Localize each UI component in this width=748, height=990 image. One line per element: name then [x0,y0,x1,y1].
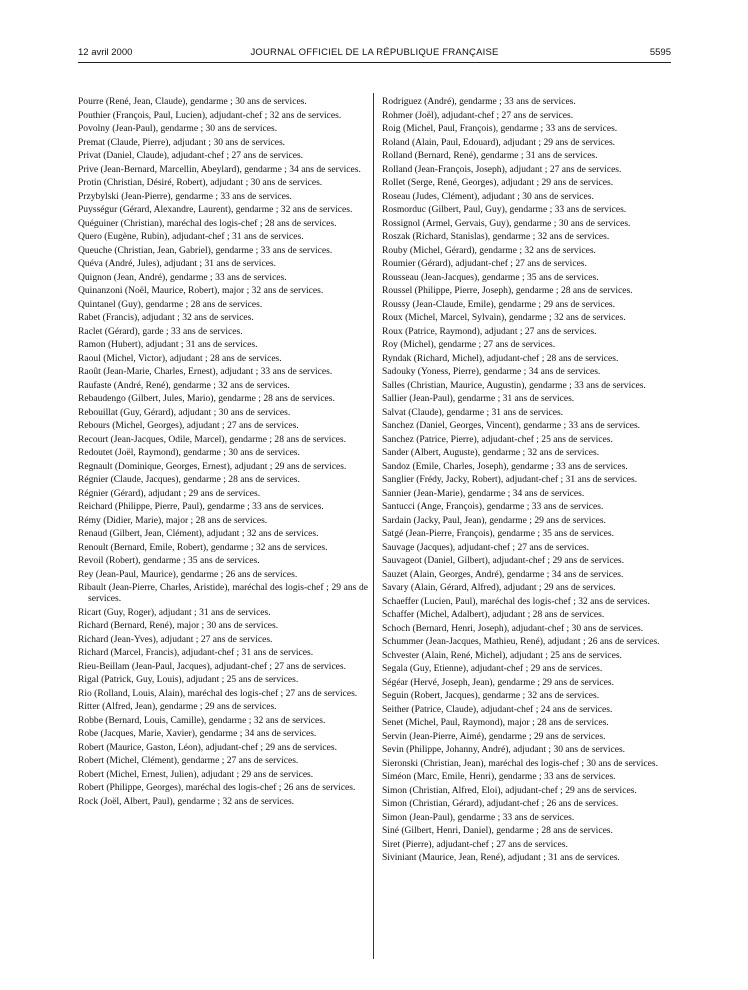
list-item: Ramon (Hubert), adjudant ; 31 ans de services. [78,339,258,350]
list-item: Rosmorduc (Gilbert, Paul, Guy), gendarme ; 33 ans de services. [382,204,627,215]
list-item: Raufaste (André, René), gendarme ; 32 ans de services. [78,379,290,391]
list-item: Robert (Michel, Clément), gendarme ; 27 ans de services. [78,755,299,767]
list-item: Siné (Gilbert, Henri, Daniel), gendarme ; 28 ans de services. [382,825,613,836]
list-item: Siviniant (Maurice, Jean, René), adjudant ; 31 ans de services. [382,852,620,863]
list-item: Sieronski (Christian, Jean), maréchal des logis-chef ; 30 ans de services. [382,757,658,769]
list-item: Schaeffer (Lucien, Paul), maréchal des logis-chef ; 32 ans de services. [382,595,650,607]
list-item: Roy (Michel), gendarme ; 27 ans de services. [382,339,556,350]
list-item: Renoult (Bernard, Emile, Robert), gendarme ; 32 ans de services. [78,541,328,553]
list-item: Ricart (Guy, Roger), adjudant ; 31 ans de services. [78,606,271,618]
list-item: Satgé (Jean-Pierre, François), gendarme ; 35 ans de services. [382,528,614,539]
list-item: Roux (Michel, Marcel, Sylvain), gendarme ; 32 ans de services. [382,312,626,323]
list-item: Régnier (Gérard), adjudant ; 29 ans de services. [78,487,261,499]
header-page-number: 5595 [649,47,671,58]
list-item: Sandoz (Emile, Charles, Joseph), gendarme ; 33 ans de services. [382,460,628,472]
list-item: Raoût (Jean-Marie, Charles, Ernest), adjudant ; 33 ans de services. [78,366,333,377]
list-item: Seguin (Robert, Jacques), gendarme ; 32 ans de services. [382,690,600,701]
list-item: Renaud (Gilbert, Jean, Clément), adjudant ; 32 ans de services. [78,528,319,539]
list-item: Pouthier (François, Paul, Lucien), adjudant-chef ; 32 ans de services. [78,109,342,121]
list-item: Senet (Michel, Paul, Raymond), major ; 28 ans de services. [382,717,609,728]
list-item: Quintanel (Guy), gendarme ; 28 ans de services. [78,298,263,310]
list-item: Rebaudengo (Gilbert, Jules, Mario), gendarme ; 28 ans de services. [78,393,335,404]
list-item: Raoul (Michel, Victor), adjudant ; 28 ans de services. [78,352,282,364]
column-divider [373,93,374,959]
list-item: Quinanzoni (Noël, Maurice, Robert), major ; 32 ans de services. [78,285,324,296]
list-item: Sanchez (Daniel, Georges, Vincent), gendarme ; 33 ans de services. [382,420,641,431]
list-item: Robbe (Bernard, Louis, Camille), gendarme ; 32 ans de services. [78,714,326,726]
list-item: Rey (Jean-Paul, Maurice), gendarme ; 26 ans de services. [78,568,298,580]
list-item: Recourt (Jean-Jacques, Odile, Marcel), gendarme ; 28 ans de services. [78,433,347,445]
list-item: Premat (Claude, Pierre), adjudant ; 30 ans de services. [78,136,286,148]
right-column [382,96,672,866]
list-item: Redoutet (Joël, Raymond), gendarme ; 30 ans de services. [78,447,300,458]
list-item: Quéva (André, Jules), adjudant ; 31 ans de services. [78,258,277,269]
list-item: Povolny (Jean-Paul), gendarme ; 30 ans de services. [78,123,278,134]
list-item: Rollet (Serge, René, Georges), adjudant ; 29 ans de services. [382,177,614,188]
list-item: Simon (Christian, Alfred, Eloi), adjudant-chef ; 29 ans de services. [382,784,637,796]
list-item: Rebours (Michel, Georges), adjudant ; 27 ans de services. [78,420,299,431]
list-item: Schoch (Bernard, Henri, Joseph), adjudant-chef ; 30 ans de services. [382,622,644,634]
list-item: Salvat (Claude), gendarme ; 31 ans de services. [382,406,564,418]
list-item: Quero (Eugène, Rubin), adjudant-chef ; 31 ans de services. [78,231,304,242]
header-rule [78,62,671,63]
list-item: Schvester (Alain, René, Michel), adjudant ; 25 ans de services. [382,649,622,661]
list-item: Sanchez (Patrice, Pierre), adjudant-chef ; 25 ans de services. [382,433,613,445]
list-item: Rodriguez (André), gendarme ; 33 ans de services. [382,96,576,107]
list-item: Queuche (Christian, Jean, Gabriel), gendarme ; 33 ans de services. [78,244,333,256]
list-item: Siméon (Marc, Emile, Henri), gendarme ; 33 ans de services. [382,771,616,782]
list-item: Siret (Pierre), adjudant-chef ; 27 ans de services. [382,838,568,850]
left-column [78,96,368,809]
list-item: Rousseau (Jean-Jacques), gendarme ; 35 ans de services. [382,271,599,283]
list-item: Przybylski (Jean-Pierre), gendarme ; 33 ans de services. [78,190,292,202]
list-item: Simon (Jean-Paul), gendarme ; 33 ans de services. [382,811,575,823]
list-item: Robert (Maurice, Gaston, Léon), adjudant-chef ; 29 ans de services. [78,741,338,753]
list-item: Quéguiner (Christian), maréchal des logis-chef ; 28 ans de services. [78,217,337,229]
list-item: Sallier (Jean-Paul), gendarme ; 31 ans de services. [382,393,575,404]
list-item: Santucci (Ange, François), gendarme ; 33 ans de services. [382,501,604,512]
list-item: Protin (Christian, Désiré, Robert), adjudant ; 30 ans de services. [78,177,323,188]
list-item: Servin (Jean-Pierre, Aimé), gendarme ; 29 ans de services. [382,730,606,742]
list-item: Prive (Jean-Bernard, Marcellin, Abeylard), gendarme ; 34 ans de services. [78,163,361,175]
list-item: Roussel (Philippe, Pierre, Joseph), gendarme ; 28 ans de services. [382,285,633,296]
list-item: Sauvage (Jacques), adjudant-chef ; 27 ans de services. [382,541,590,553]
list-item: Rouby (Michel, Gérard), gendarme ; 32 ans de services. [382,244,596,256]
list-item: Sadouky (Yoness, Pierre), gendarme ; 34 ans de services. [382,366,601,377]
list-item: Savary (Alain, Gérard, Alfred), adjudant ; 29 ans de services. [382,582,616,593]
header-date: 12 avril 2000 [78,47,133,58]
list-item: Rigal (Patrick, Guy, Louis), adjudant ; 25 ans de services. [78,674,299,686]
list-item: Sander (Albert, Auguste), gendarme ; 32 ans de services. [382,447,600,458]
list-item: Roszak (Richard, Stanislas), gendarme ; 32 ans de services. [382,231,610,242]
list-item: Ritter (Alfred, Jean), gendarme ; 29 ans de services. [78,701,277,713]
list-item: Rémy (Didier, Marie), major ; 28 ans de services. [78,514,268,526]
list-item: Rossignol (Armel, Gervais, Guy), gendarme ; 30 ans de services. [382,217,631,229]
list-item: Rolland (Bernard, René), gendarme ; 31 ans de services. [382,150,598,161]
list-item: Richard (Bernard, René), major ; 30 ans de services. [78,620,279,632]
list-item: Reichard (Philippe, Pierre, Paul), gendarme ; 33 ans de services. [78,501,324,512]
list-item: Privat (Daniel, Claude), adjudant-chef ; 27 ans de services. [78,150,304,161]
list-item: Seither (Patrice, Claude), adjudant-chef ; 24 ans de services. [382,703,613,715]
header-journal-title: JOURNAL OFFICIEL DE LA RÉPUBLIQUE FRANÇAISE [250,47,499,58]
list-item: Sauvageot (Daniel, Gilbert), adjudant-chef ; 29 ans de services. [382,555,625,566]
list-item: Salles (Christian, Maurice, Augustin), gendarme ; 33 ans de services. [382,379,646,391]
list-item: Roumier (Gérard), adjudant-chef ; 27 ans de services. [382,258,587,269]
list-item: Puysségur (Gérard, Alexandre, Laurent), gendarme ; 32 ans de services. [78,204,353,215]
list-item: Roux (Patrice, Raymond), adjudant ; 27 ans de services. [382,325,597,337]
list-item: Revoil (Robert), gendarme ; 35 ans de services. [78,555,260,566]
list-item: Sanglier (Frédy, Jacky, Robert), adjudant-chef ; 31 ans de services. [382,474,638,485]
list-item: Roig (Michel, Paul, François), gendarme ; 33 ans de services. [382,123,618,134]
list-item: Ryndak (Richard, Michel), adjudant-chef ; 28 ans de services. [382,352,619,364]
list-item: Sevin (Philippe, Johanny, André), adjudant ; 30 ans de services. [382,744,626,755]
list-item: Richard (Marcel, Francis), adjudant-chef ; 31 ans de services. [78,647,314,659]
list-item: Robe (Jacques, Marie, Xavier), gendarme ; 34 ans de services. [78,728,317,740]
list-item: Rock (Joël, Albert, Paul), gendarme ; 32 ans de services. [78,795,295,807]
list-item: Regnault (Dominique, Georges, Ernest), adjudant ; 29 ans de services. [78,460,347,472]
list-item: Pourre (René, Jean, Claude), gendarme ; 30 ans de services. [78,96,307,107]
list-item: Ribault (Jean-Pierre, Charles, Aristide), maréchal des logis-chef ; 29 ans de services. [78,582,368,605]
list-item: Simon (Christian, Gérard), adjudant-chef ; 26 ans de services. [382,798,619,809]
list-item: Raclet (Gérard), garde ; 33 ans de services. [78,325,243,337]
list-item: Rolland (Jean-François, Joseph), adjudant ; 27 ans de services. [382,163,622,175]
list-item: Sardain (Jacky, Paul, Jean), gendarme ; 29 ans de services. [382,514,606,526]
list-item: Schaffer (Michel, Adalbert), adjudant ; 28 ans de services. [382,609,605,620]
list-item: Ségéar (Hervé, Joseph, Jean), gendarme ; 29 ans de services. [382,676,614,688]
list-item: Régnier (Claude, Jacques), gendarme ; 28 ans de services. [78,474,300,485]
list-item: Quignon (Jean, André), gendarme ; 33 ans de services. [78,271,287,283]
list-item: Sauzet (Alain, Georges, André), gendarme ; 34 ans de services. [382,568,624,580]
list-item: Rieu-Beillam (Jean-Paul, Jacques), adjudant-chef ; 27 ans de services. [78,660,347,672]
list-item: Rohmer (Joël), adjudant-chef ; 27 ans de services. [382,109,574,121]
list-item: Schummer (Jean-Jacques, Mathieu, René), adjudant ; 26 ans de services. [382,636,660,647]
list-item: Robert (Michel, Ernest, Julien), adjudant ; 29 ans de services. [78,768,314,780]
list-item: Roseau (Judes, Clément), adjudant ; 30 ans de services. [382,190,594,202]
list-item: Rabet (Francis), adjudant ; 32 ans de services. [78,312,254,323]
list-item: Robert (Philippe, Georges), maréchal des logis-chef ; 26 ans de services. [78,782,356,794]
page-header [78,47,671,61]
list-item: Roussy (Jean-Claude, Emile), gendarme ; 29 ans de services. [382,298,616,310]
list-item: Segala (Guy, Etienne), adjudant-chef ; 29 ans de services. [382,663,603,674]
list-item: Roland (Alain, Paul, Edouard), adjudant ; 29 ans de services. [382,136,616,148]
list-item: Rebouillat (Guy, Gérard), adjudant ; 30 ans de services. [78,406,291,418]
list-item: Rio (Rolland, Louis, Alain), maréchal des logis-chef ; 27 ans de services. [78,687,358,699]
list-item: Richard (Jean-Yves), adjudant ; 27 ans de services. [78,633,273,645]
list-item: Sannier (Jean-Marie), gendarme ; 34 ans de services. [382,487,585,499]
